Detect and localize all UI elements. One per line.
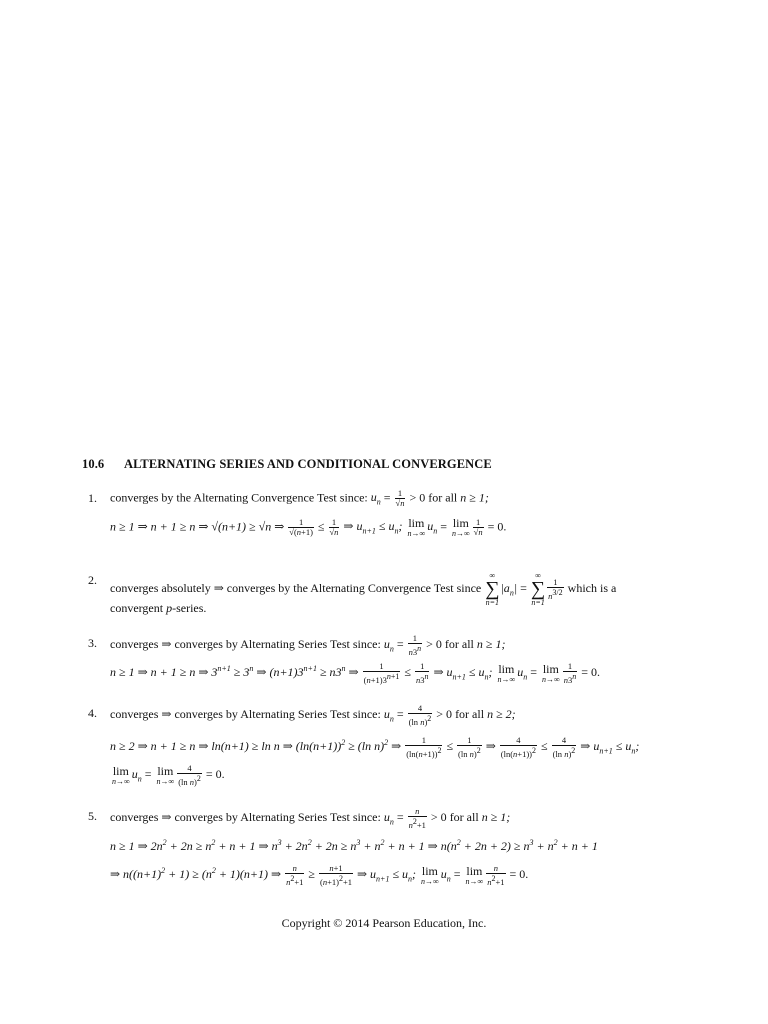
problem-5-line-3: ⇒ $n((n+1)^2 + 1) \ge (n^2 + 1)(n+1)$ ⇒ $\frac{n}{n^2+1}$ ≥ $\frac{n+1}{(n+1)^2+1}$ ⇒ $u_{n+1} \le u_n$; lim n→∞ $u_n$ = lim n→∞ $\frac{n}{n^2+1}$ = 0. (110, 862, 529, 887)
problem-4-line-2: n ≥ 2 ⇒ n + 1 ≥ n ⇒ ln(n+1) ≥ ln n ⇒ $(\ln(n+1))^2 \ge (\ln$ n)$^2$ ⇒ $\frac{1}{(\ln(n+1))^2}$ ≤ $\frac{1}{(\ln n)^2}$ ⇒ $\frac{4}{(\ln(n+1))^2}$ ≤ $\frac{4}{(\ln n)^2}$ ⇒ $u_{n+1} \le u_n$; (110, 734, 640, 759)
problem-1-intro: converges by the Alternating Convergence Test since: (110, 490, 368, 505)
problem-4-line-3: lim n→∞ $u_n$ = lim n→∞ $\frac{4}{(\ln n)^2}$ = 0. (112, 763, 225, 787)
problem-number: 1. (88, 491, 97, 505)
section-number: 10.6 (82, 457, 105, 471)
problem-3-intro: converges ⇒ converges by Alternating Series Test since: (110, 637, 381, 652)
problem-2-line-1: converges absolutely ⇒ converges by the Alternating Convergence Test since ∞ ∑ n=1 $|a_n|$ = ∞ ∑ n=1 $\frac{1}{n^{3/2}}$ which is a (110, 571, 617, 607)
problem-number: 4. (88, 706, 97, 720)
problem-number: 2. (88, 573, 97, 587)
problem-5-line-2: n ≥ 1 ⇒ $2n^2 + 2n \ge n^2 + n + 1$ ⇒ $n^3 + 2n^2 + 2n \ge n^3 + n^2 + n + 1$ ⇒ $n(n^2 + 2n + 2) \ge n^3 + n^2 + n + 1$ (110, 838, 598, 853)
problem-2-line-2: convergent p-series. (110, 601, 207, 615)
problem-1-line-2: n ≥ 1 ⇒ n + 1 ≥ n ⇒ √(n+1) ≥ √n ⇒ $\frac{1}{√(n+1)}$ ≤ $\frac{1}{√n}$ ⇒ $u_{n+1} \le u_n$; lim n→∞ $u_n$ = lim n→∞ $\frac{1}{√n}$ = 0. (110, 516, 507, 538)
problem-4-line-1: converges ⇒ converges by Alternating Series Test since: $u_n$ = $\frac{4}{(\ln n)^2}$ > 0 for all n ≥ 2; (110, 703, 516, 727)
section-heading (82, 457, 492, 472)
problem-number: 5. (88, 809, 97, 823)
problem-2-intro: converges absolutely ⇒ converges by the Alternating Convergence Test since (110, 580, 482, 595)
copyright-footer: Copyright © 2014 Pearson Education, Inc. (281, 916, 487, 930)
problem-1-for-all: for all (428, 490, 458, 505)
problem-2-tail: which is a (567, 580, 617, 595)
section-title: ALTERNATING SERIES AND CONDITIONAL CONVERGENCE (124, 457, 492, 471)
problem-5-intro: converges ⇒ converges by Alternating Series Test since: (110, 810, 381, 825)
problem-1-condition: n ≥ 1; (460, 490, 489, 505)
problem-3-line-1: converges ⇒ converges by Alternating Series Test since: $u_n$ = $\frac{1}{n3^n}$ > 0 for all n ≥ 1; (110, 633, 506, 657)
problem-1-line-1: converges by the Alternating Convergence Test since: $u_n$ = $\frac{1}{√n}$ > 0 for all n ≥ 1; (110, 488, 489, 508)
problem-3-line-2: n ≥ 1 ⇒ n + 1 ≥ n ⇒ $3^{n+1} \ge 3^n$ ⇒ $(n+1)3^{n+1} \ge n3^n$ ⇒ $\frac{1}{(n+1)3^{n+1}}$ ≤ $\frac{1}{n3^n}$ ⇒ $u_{n+1} \le u_n$; lim n→∞ $u_n$ = lim n→∞ $\frac{1}{n3^n}$ = 0. (110, 660, 600, 685)
problem-5-line-1: converges ⇒ converges by Alternating Series Test since: $u_n$ = $\frac{n}{n^2+1}$ > 0 for all n ≥ 1; (110, 806, 511, 830)
problem-number: 3. (88, 636, 97, 650)
problem-4-intro: converges ⇒ converges by Alternating Series Test since: (110, 707, 381, 722)
